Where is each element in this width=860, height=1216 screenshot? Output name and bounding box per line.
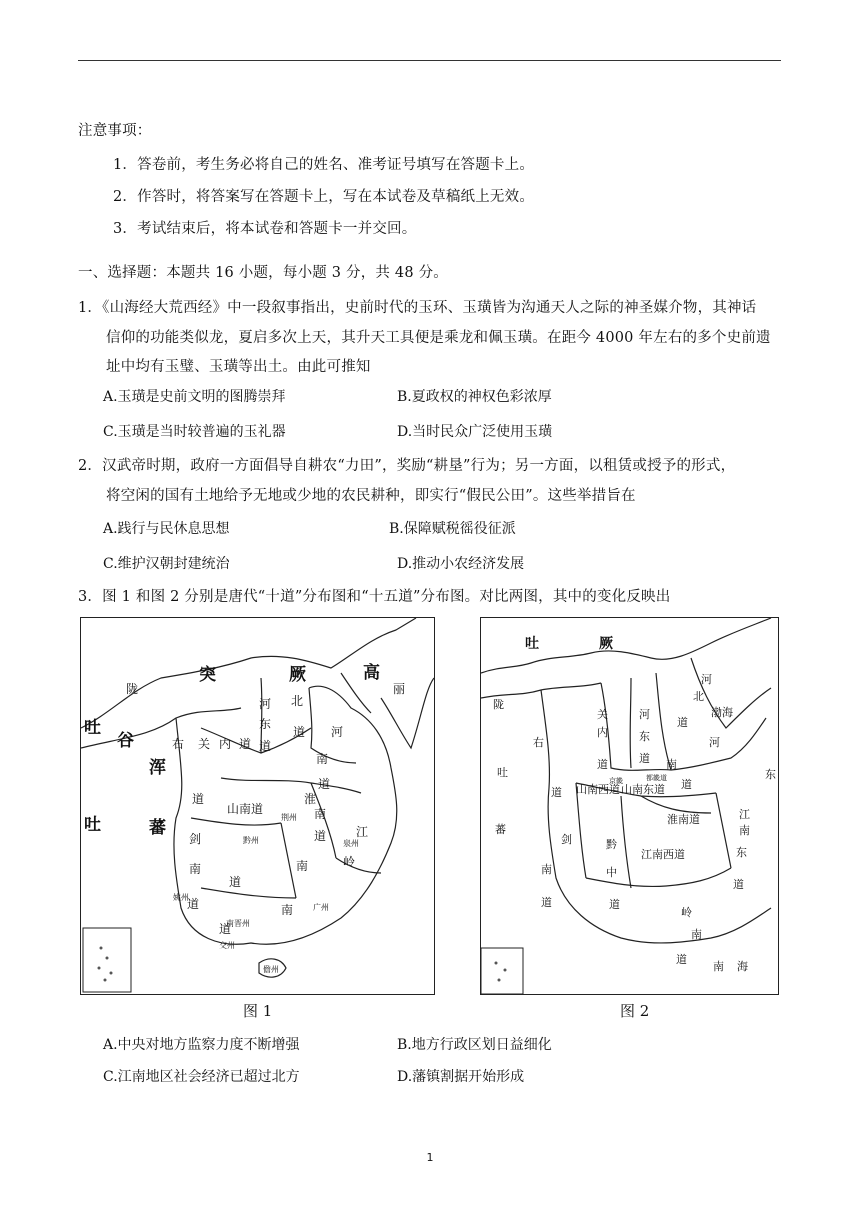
q3-option-d[interactable]: D.藩镇割据开始形成 — [397, 1069, 525, 1085]
map1-label-tu1: 吐 — [84, 718, 101, 738]
map1-label-li: 丽 — [393, 682, 406, 696]
map1-label-hun: 浑 — [149, 758, 166, 778]
map2-label-dao-jnd: 道 — [733, 878, 744, 891]
map2-label-dao-qz: 道 — [609, 898, 620, 911]
notice-item-2: 2．作答时，将答案写在答题卡上，写在本试卷及草稿纸上无效。 — [113, 189, 535, 205]
map1-label-quanzhou: 泉州 — [343, 839, 359, 848]
map1-label-jian: 剑 — [189, 832, 202, 846]
map2-label-bohai: 渤海 — [711, 706, 733, 719]
map2-label-dao-lx: 道 — [551, 786, 562, 799]
q2-option-c[interactable]: C.维护汉朝封建统治 — [103, 556, 230, 572]
map2-label-jiang: 江 — [739, 808, 750, 821]
map1-label-dao-l: 道 — [219, 922, 232, 936]
map1-label-nei: 内 — [219, 737, 232, 751]
q3-option-c[interactable]: C.江南地区社会经济已超过北方 — [103, 1069, 300, 1085]
map1-label-long: 陇 — [126, 682, 139, 696]
map2-label-hai: 海 — [737, 960, 748, 973]
map1-label-gu: 谷 — [117, 731, 134, 751]
map2-label-nan-jnd: 南 — [739, 824, 750, 837]
map2-label-dao-j: 道 — [541, 896, 552, 909]
map-2-caption: 图 2 — [620, 1002, 650, 1020]
map2-label-dao-l: 道 — [676, 953, 687, 966]
map1-label-qianzhou: 黔州 — [243, 836, 259, 845]
map2-label-jian: 剑 — [561, 833, 572, 846]
map1-label-dong1: 东 — [259, 717, 272, 731]
map2-label-nan-l: 南 — [691, 928, 702, 941]
header-rule — [78, 60, 781, 61]
q2-option-a[interactable]: A.践行与民休息思想 — [103, 521, 230, 537]
map2-label-he-n: 河 — [709, 736, 720, 749]
q2-option-d[interactable]: D.推动小农经济发展 — [397, 556, 525, 572]
map2-label-dong-jnd: 东 — [736, 846, 747, 859]
section-title: 一、选择题：本题共 16 小题，每小题 3 分，共 48 分。 — [78, 265, 448, 281]
map1-label-tujue1: 突 — [199, 665, 216, 685]
map1-label-jiang: 江 — [356, 825, 369, 839]
map2-label-nan-sea: 南 — [713, 960, 724, 973]
q1-option-a[interactable]: A.玉璜是史前文明的图腾崇拜 — [103, 389, 286, 405]
map2-label-jiangnanxi: 江南西道 — [641, 848, 685, 861]
map2-label-dao-hn: 道 — [681, 778, 692, 791]
map1-label-he2: 河 — [331, 725, 344, 739]
notice-item-1: 1．答卷前，考生务必将自己的姓名、准考证号填写在答题卡上。 — [113, 157, 535, 173]
map2-label-shannanxi: 山南西道 — [576, 783, 620, 796]
page-number: 1 — [426, 1151, 434, 1164]
map2-label-fan: 蕃 — [495, 823, 506, 836]
map1-label-dao-gn: 道 — [239, 737, 252, 751]
map1-label-nan-hn: 南 — [316, 752, 329, 766]
map1-label-dao-j: 道 — [187, 897, 200, 911]
map2-label-dong: 东 — [639, 730, 650, 743]
map2-label-tu2: 吐 — [497, 766, 508, 779]
map1-label-yazhou: 儋州 — [263, 965, 279, 974]
map1-label-dao-hb: 道 — [293, 725, 306, 739]
map1-label-nan-l: 南 — [281, 903, 294, 917]
map1-label-tu2: 吐 — [84, 815, 101, 835]
map1-label-he1: 河 — [259, 697, 272, 711]
map2-label-dong-sea: 东 — [765, 768, 776, 781]
map1-label-nan-j: 南 — [189, 862, 202, 876]
map2-label-tu: 吐 — [525, 636, 539, 652]
map2-label-bei: 北 — [693, 690, 704, 703]
map-2-fifteen-circuits — [480, 617, 779, 995]
q2-line-2: 将空闲的国有土地给予无地或少地的农民耕种，即实行“假民公田”。这些举措旨在 — [106, 488, 636, 504]
map2-label-jue: 厥 — [599, 636, 613, 652]
map2-label-he-b: 河 — [701, 673, 712, 686]
map1-label-fan: 蕃 — [149, 818, 166, 838]
map2-label-nan-hn: 南 — [666, 758, 677, 771]
map2-label-nei: 内 — [597, 726, 608, 739]
map1-label-dao-hn: 道 — [318, 777, 331, 791]
map-1-caption: 图 1 — [243, 1002, 273, 1020]
q1-line-2: 信仰的功能类似龙，夏启多次上天，其升天工具便是乘龙和佩玉璜。在距今 4000 年左右的多个史前遗 — [106, 330, 771, 346]
map2-label-dao-hb: 道 — [677, 716, 688, 729]
q2-option-b[interactable]: B.保障赋税徭役征派 — [389, 521, 516, 537]
map1-label-bei: 北 — [291, 694, 304, 708]
map2-label-shannandong: 山南东道 — [621, 783, 665, 796]
map1-label-nan-hu: 南 — [314, 807, 327, 821]
map2-label-dao-gn: 道 — [597, 758, 608, 771]
map2-label-zhong: 中 — [606, 866, 617, 879]
q2-line-1: 2．汉武帝时期，政府一方面倡导自耕农“力田”，奖励“耕垦”行为；另一方面，以租赁或授予的形式， — [78, 458, 736, 474]
map1-label-jiaozhou: 交州 — [219, 941, 235, 950]
map1-label-you: 右 — [172, 737, 185, 751]
map1-label-huai: 淮 — [304, 792, 317, 806]
map1-label-dao-jn: 道 — [229, 875, 242, 889]
q1-option-d[interactable]: D.当时民众广泛使用玉璜 — [397, 424, 553, 440]
map1-label-gao: 高 — [363, 663, 380, 683]
map1-label-guan: 关 — [198, 737, 211, 751]
map2-label-duji: 都畿道 — [646, 774, 667, 782]
map1-label-guangzhou: 广州 — [313, 903, 329, 912]
map1-label-nanyanzhou: 南晋州 — [226, 919, 250, 928]
q1-line-3: 址中均有玉璧、玉璜等出土。由此可推知 — [106, 359, 371, 375]
map1-label-tujue2: 厥 — [289, 665, 306, 685]
map1-label-dao-hd: 道 — [259, 739, 272, 753]
map1-label-ling: 岭 — [343, 855, 356, 869]
q3-option-a[interactable]: A.中央对地方监察力度不断增强 — [103, 1037, 300, 1053]
map-1-ten-circuits — [80, 617, 435, 995]
notice-item-3: 3．考试结束后，将本试卷和答题卡一并交回。 — [113, 221, 417, 237]
map1-label-jingzhou: 荆州 — [281, 813, 297, 822]
map2-label-he: 河 — [639, 708, 650, 721]
q1-line-1: 1．《山海经大荒西经》中一段叙事指出，史前时代的玉环、玉璜皆为沟通天人之际的神圣媒介物，其神话 — [78, 300, 757, 316]
map1-label-dao-hu: 道 — [314, 829, 327, 843]
map1-label-dao-lx: 道 — [192, 792, 205, 806]
q1-option-b[interactable]: B.夏政权的神权色彩浓厚 — [397, 389, 552, 405]
map2-label-long: 陇 — [493, 698, 504, 711]
map2-label-huainan: 淮南道 — [667, 813, 700, 826]
notice-heading: 注意事项： — [78, 123, 152, 139]
map2-label-you: 右 — [533, 736, 544, 749]
map2-label-guan: 关 — [597, 708, 608, 721]
map2-label-nan-j: 南 — [541, 863, 552, 876]
map2-label-jingji: 京畿 — [609, 777, 623, 785]
map2-label-dao-hd: 道 — [639, 752, 650, 765]
map1-label-nan-jn: 南 — [296, 859, 309, 873]
q3-line-1: 3．图 1 和图 2 分别是唐代“十道”分布图和“十五道”分布图。对比两图，其中的变化反映出 — [78, 589, 671, 605]
map2-label-qian: 黔 — [606, 838, 617, 851]
map2-label-ling: 岭 — [681, 906, 692, 919]
q3-option-b[interactable]: B.地方行政区划日益细化 — [397, 1037, 552, 1053]
map1-label-shannan: 山南道 — [227, 802, 264, 816]
map1-label-yaozhou: 姚州 — [173, 893, 189, 902]
q1-option-c[interactable]: C.玉璜是当时较普遍的玉礼器 — [103, 424, 286, 440]
